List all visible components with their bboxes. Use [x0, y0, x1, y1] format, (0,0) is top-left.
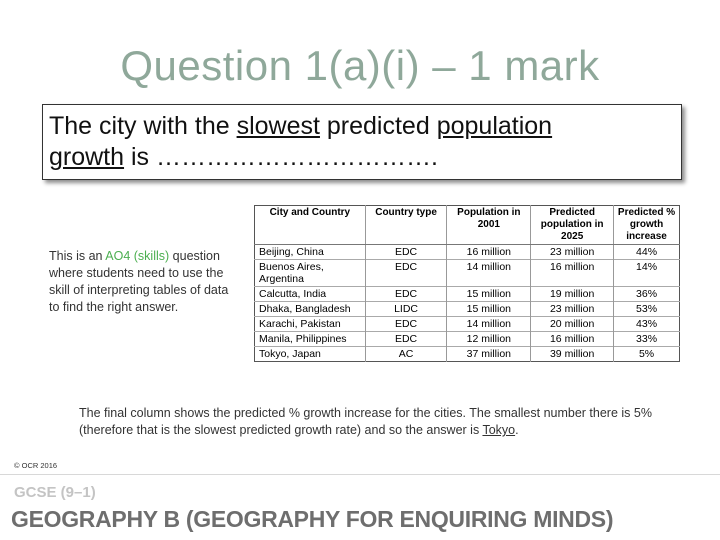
cell-growth: 36% [614, 287, 680, 302]
cell-city: Manila, Philippines [255, 332, 366, 347]
cell-predicted-2025: 23 million [531, 302, 614, 317]
cell-city: Karachi, Pakistan [255, 317, 366, 332]
cell-predicted-2025: 20 million [531, 317, 614, 332]
question-keyword-growth: growth [49, 143, 125, 171]
cell-city: Buenos Aires, Argentina [255, 260, 366, 287]
cell-country-type: EDC [365, 332, 447, 347]
question-box [42, 104, 682, 180]
header-country-type: Country type [365, 206, 447, 245]
copyright-notice: © OCR 2016 [14, 461, 58, 470]
cell-city: Dhaka, Bangladesh [255, 302, 366, 317]
cell-predicted-2025: 39 million [531, 347, 614, 362]
table-row [255, 287, 680, 302]
slide-title: Question 1(a)(i) – 1 mark [120, 42, 600, 89]
cell-predicted-2025: 23 million [531, 245, 614, 260]
cell-country-type: EDC [365, 245, 447, 260]
cell-predicted-2025: 19 million [531, 287, 614, 302]
cell-city: Beijing, China [255, 245, 366, 260]
cell-growth: 14% [614, 260, 680, 287]
skills-note-ao4: AO4 (skills) [105, 249, 170, 263]
question-text-2: predicted [319, 112, 437, 140]
cell-population-2001: 15 million [447, 302, 531, 317]
table-row [255, 332, 680, 347]
table-row [255, 245, 680, 260]
cell-population-2001: 12 million [447, 332, 531, 347]
question-keyword-slowest: slowest [236, 112, 320, 140]
cell-predicted-2025: 16 million [531, 260, 614, 287]
cell-growth: 53% [614, 302, 680, 317]
cell-population-2001: 16 million [447, 245, 531, 260]
table-header-row [255, 206, 680, 245]
header-growth-increase: Predicted % growth increase [614, 206, 680, 245]
cell-growth: 33% [614, 332, 680, 347]
answer-tokyo: Tokyo [482, 423, 516, 437]
table-row [255, 347, 680, 362]
cell-growth: 5% [614, 347, 680, 362]
footer-divider [0, 474, 720, 475]
answer-explanation [79, 405, 679, 439]
cell-growth: 43% [614, 317, 680, 332]
cell-country-type: EDC [365, 317, 447, 332]
skills-note [49, 248, 234, 316]
cell-city: Calcutta, India [255, 287, 366, 302]
header-population-2001: Population in 2001 [447, 206, 531, 245]
table-row [255, 260, 680, 287]
cell-predicted-2025: 16 million [531, 332, 614, 347]
cell-growth: 44% [614, 245, 680, 260]
skills-note-text-1: This is an [49, 249, 106, 263]
cell-population-2001: 14 million [447, 317, 531, 332]
population-table [254, 205, 680, 362]
footer-subject-title: GEOGRAPHY B (GEOGRAPHY FOR ENQUIRING MINDS) [11, 506, 614, 532]
cell-country-type: EDC [365, 287, 447, 302]
cell-city: Tokyo, Japan [255, 347, 366, 362]
question-text-1: The city with the [49, 112, 237, 140]
table-row [255, 317, 680, 332]
cell-population-2001: 37 million [447, 347, 531, 362]
cell-country-type: EDC [365, 260, 447, 287]
table-row [255, 302, 680, 317]
question-keyword-population: population [436, 112, 553, 140]
cell-country-type: AC [365, 347, 447, 362]
cell-population-2001: 14 million [447, 260, 531, 287]
cell-population-2001: 15 million [447, 287, 531, 302]
header-predicted-2025: Predicted population in 2025 [531, 206, 614, 245]
question-text-3: is ……………………………. [124, 143, 438, 171]
header-city: City and Country [255, 206, 366, 245]
skills-note-text-2: question where students need to use the skill of interpreting tables of data to find the right answer. [49, 249, 229, 314]
footer-qualification: GCSE (9–1) [14, 484, 96, 501]
cell-country-type: LIDC [365, 302, 447, 317]
explanation-text-2: . [515, 423, 519, 437]
explanation-text-1: The final column shows the predicted % growth increase for the cities. The smallest number there is 5% (therefore that is the slowest predicted growth rate) and so the answer is [79, 406, 652, 437]
